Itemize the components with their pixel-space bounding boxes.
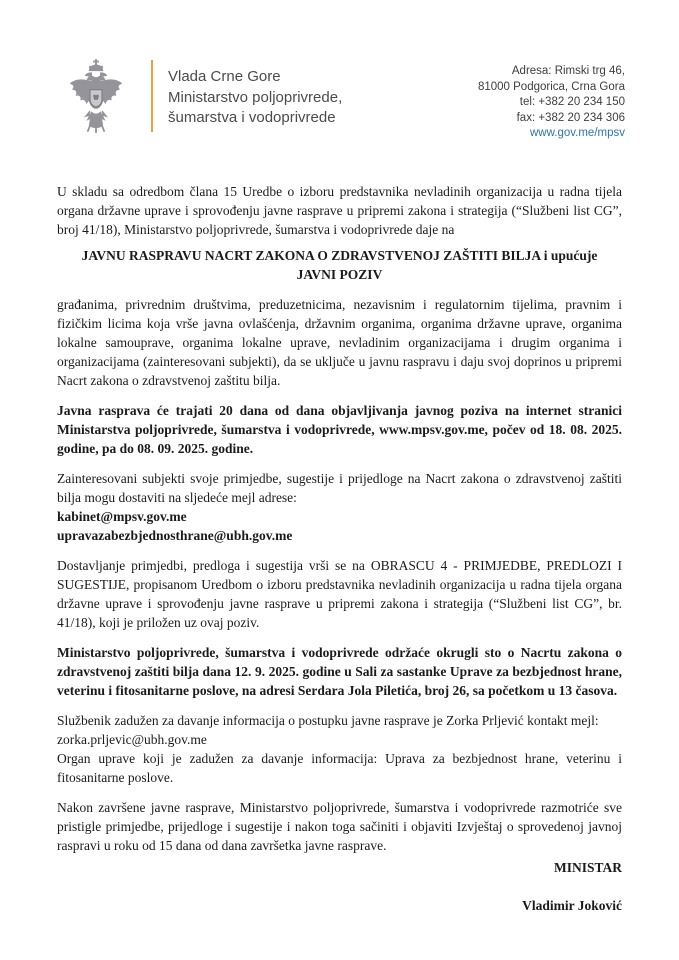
contact-officer-email: zorka.prljevic@ubh.gov.me bbox=[57, 731, 207, 747]
signature-title: MINISTAR bbox=[553, 859, 622, 875]
responsible-body-paragraph: Organ uprave koji je zadužen za davanje informacija: Uprava za bezbjednost hrane, veterinu i fitosanitarne poslove. bbox=[57, 750, 622, 785]
letterhead bbox=[0, 0, 679, 142]
contact-block bbox=[478, 58, 625, 142]
fax-number: fax: +382 20 234 306 bbox=[516, 111, 625, 124]
submission-paragraph: Zainteresovani subjekti svoje primjedbe, sugestije i prijedloge na Nacrt zakona o zdravstvenoj zaštiti bilja mogu dostaviti na sljedeće mejl adrese: bbox=[57, 470, 622, 505]
government-name: Vlada Crne Gore bbox=[168, 68, 281, 85]
phone-number: tel: +382 20 234 150 bbox=[519, 96, 625, 108]
ministry-name-line2: šumarstva i vodoprivrede bbox=[168, 109, 336, 126]
ministry-name-block bbox=[168, 58, 342, 129]
email-kabinet: kabinet@mpsv.gov.me bbox=[57, 508, 187, 524]
letterhead-separator bbox=[151, 60, 153, 132]
address-line1: Adresa: Rimski trg 46, bbox=[511, 65, 625, 77]
intro-paragraph: U skladu sa odredbom člana 15 Uredbe o izboru predstavnika nevladinih organizacija u radna tijela organa državne uprave i sprovođenju javne rasprave u pripremi zakona i strategija (“Službeni list CG”, broj 41/18), Ministarstvo poljoprivrede, šumarstva i vodoprivrede daje na bbox=[57, 183, 622, 237]
document-title-line1: JAVNU RASPRAVU NACRT ZAKONA O ZDRAVSTVENOJ ZAŠTITI BILJA i upućuje bbox=[81, 247, 598, 263]
contact-officer-paragraph: Službenik zadužen za davanje informacija o postupku javne rasprave je Zorka Prljević kontakt mejl: bbox=[57, 712, 599, 728]
roundtable-paragraph: Ministarstvo poljoprivrede, šumarstva i vodoprivrede održaće okrugli sto o Nacrtu zakona o zdravstvenoj zaštiti bilja dana 12. 9. 2025. godine u Sali za sastanke Uprave za bezbjednost hrane, veterinu i fitosanitarne poslove, na adresi Serdara Jola Piletića, broj 26, sa početkom u 13 časova. bbox=[57, 644, 622, 698]
email-uprava-bezbjednost: upravazabezbjednosthrane@ubh.gov.me bbox=[57, 527, 293, 543]
document-title-line2: JAVNI POZIV bbox=[296, 266, 383, 282]
website-link[interactable]: www.gov.me/mpsv bbox=[529, 127, 625, 139]
audience-paragraph: građanima, privrednim društvima, preduzetnicima, nezavisnim i regulatornim tijelima, pravnim i fizičkim licima koja vrše javna ovlašćenja, državnim organima, organima državne uprave, organima lokalne samouprave, organima lokalne uprave, nevladinim organizacijama i drugim organima i organizacijama (zainteresovani subjekti), da se uključe u javnu raspravu i daju svoj doprinos u pripremi Nacrt zakona o zdravstvenoj zaštitu bilja. bbox=[57, 296, 622, 388]
address-line2: 81000 Podgorica, Crna Gora bbox=[477, 80, 625, 93]
duration-paragraph: Javna rasprava će trajati 20 dana od dana objavljivanja javnog poziva na internet stranici Ministarstva poljoprivrede, šumarstva i vodoprivrede, www.mpsv.gov.me, počev od 18. 08. 2025. godine, pa do 08. 09. 2025. godine. bbox=[57, 402, 622, 456]
document-title bbox=[57, 246, 622, 284]
ministry-name-line1: Ministarstvo poljoprivrede, bbox=[168, 88, 343, 106]
document-body bbox=[57, 182, 622, 915]
montenegro-coat-of-arms-icon bbox=[66, 58, 126, 134]
form-info-paragraph: Dostavljanje primjedbi, predloga i sugestija vrši se na OBRASCU 4 - PRIMJEDBE, PREDLOZI I SUGESTIJE, propisanom Uredbom o izboru predstavnika nevladinih organizacija u radna tijela organa državne uprave i sprovođenju javne rasprave u pripremi zakona i strategija (“Službeni list CG”, br. 41/18), koji je priložen uz ovaj poziv. bbox=[57, 557, 622, 630]
report-paragraph: Nakon završene javne rasprave, Ministarstvo poljoprivrede, šumarstva i vodoprivrede razmotriće sve pristigle primjedbe, prijedloge i sugestije i nakon toga sačiniti i objaviti Izvještaj o sprovedenoj javnoj raspravi u roku od 15 dana od dana završetka javne rasprave. bbox=[57, 799, 622, 853]
signature-name: Vladimir Joković bbox=[522, 897, 622, 913]
